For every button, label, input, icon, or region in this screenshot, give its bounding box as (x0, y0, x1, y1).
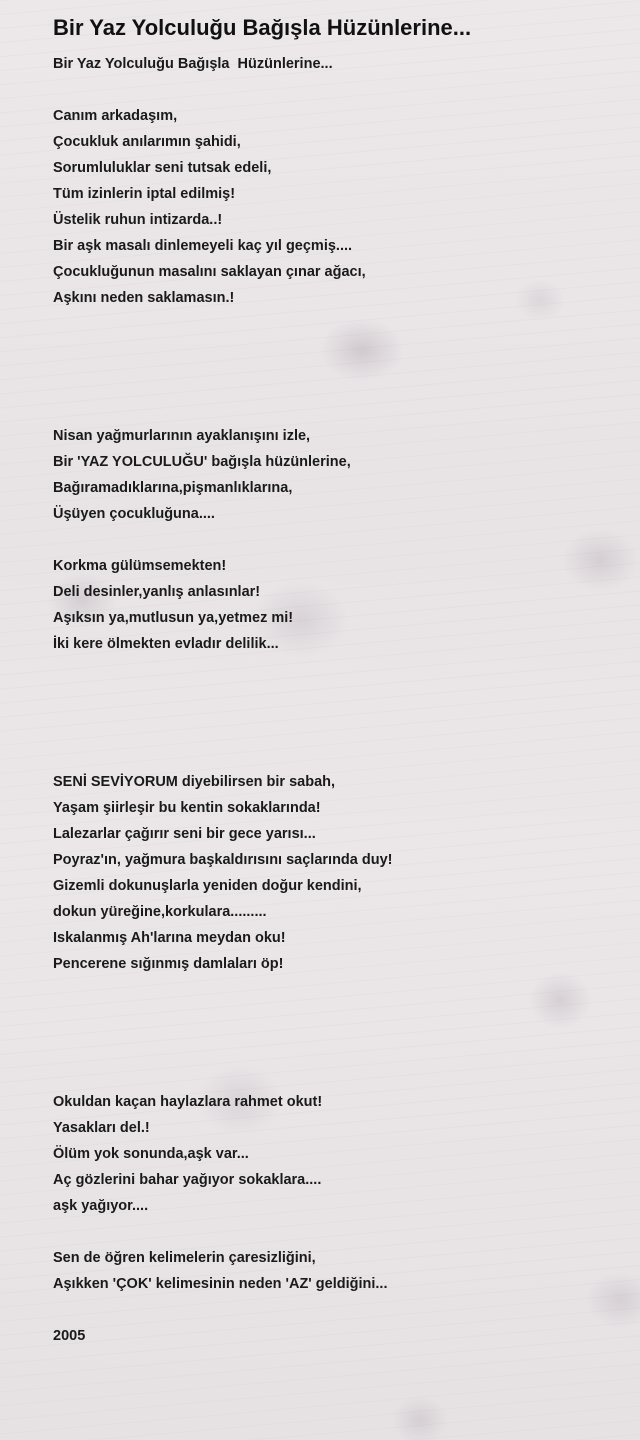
poem-line: Sorumluluklar seni tutsak edeli, (53, 160, 272, 176)
stanza-1 (53, 103, 623, 311)
poem-line: Ölüm yok sonunda,aşk var... (53, 1146, 249, 1162)
poem-line: Pencerene sığınmış damlaları öp! (53, 956, 284, 972)
poem-date: 2005 (53, 1328, 86, 1344)
section-spacer (53, 977, 623, 1089)
page-title: Bir Yaz Yolculuğu Bağışla Hüzünlerine... (53, 15, 472, 40)
poem-line: Çocukluk anılarımın şahidi, (53, 134, 241, 150)
stanza-5 (53, 1089, 623, 1219)
poem-line: Bir 'YAZ YOLCULUĞU' bağışla hüzünlerine, (53, 454, 351, 470)
poem-line: Tüm izinlerin iptal edilmiş! (53, 186, 236, 202)
poem-line: Üşüyen çocukluğuna.... (53, 506, 215, 522)
poem-line: Poyraz'ın, yağmura başkaldırısını saçlarında duy! (53, 852, 393, 868)
poem-line: Çocukluğunun masalını saklayan çınar ağacı, (53, 264, 366, 280)
section-spacer (53, 311, 623, 423)
stanza-3 (53, 553, 623, 657)
poem-line: Iskalanmış Ah'larına meydan oku! (53, 930, 286, 946)
poem-line: Aç gözlerini bahar yağıyor sokaklara.... (53, 1172, 322, 1188)
stanza-spacer (53, 1297, 623, 1323)
poem-subtitle: Bir Yaz Yolculuğu Bağışla Hüzünlerine... (53, 56, 333, 72)
poem-line: Yasakları del.! (53, 1120, 150, 1136)
stanza-6 (53, 1245, 623, 1297)
poem-line: Gizemli dokunuşlarla yeniden doğur kendini, (53, 878, 362, 894)
poem-line: Lalezarlar çağırır seni bir gece yarısı... (53, 826, 316, 842)
poem-line: Korkma gülümsemekten! (53, 558, 227, 574)
section-spacer (53, 657, 623, 769)
poem-line: dokun yüreğine,korkulara......... (53, 904, 267, 920)
stanza-spacer (53, 77, 623, 103)
poem-line: İki kere ölmekten evladır delilik... (53, 636, 279, 652)
poem-line: Aşıkken 'ÇOK' kelimesinin neden 'AZ' geldiğini... (53, 1276, 388, 1292)
poem-body (53, 51, 623, 1349)
stanza-spacer (53, 527, 623, 553)
poem-line: Yaşam şiirleşir bu kentin sokaklarında! (53, 800, 321, 816)
stanza-spacer (53, 1219, 623, 1245)
poem-line: Sen de öğren kelimelerin çaresizliğini, (53, 1250, 316, 1266)
poem-line: Canım arkadaşım, (53, 108, 178, 124)
poem-line: Üstelik ruhun intizarda..! (53, 212, 223, 228)
stanza-4 (53, 769, 623, 977)
poem-line: Aşıksın ya,mutlusun ya,yetmez mi! (53, 610, 294, 626)
stanza-2 (53, 423, 623, 527)
poem-line: aşk yağıyor.... (53, 1198, 149, 1214)
poem-line: Bağıramadıklarına,pişmanlıklarına, (53, 480, 293, 496)
poem-line: Bir aşk masalı dinlemeyeli kaç yıl geçmiş.... (53, 238, 353, 254)
poem-line: SENİ SEVİYORUM diyebilirsen bir sabah, (53, 774, 336, 790)
poem-line: Aşkını neden saklamasın.! (53, 290, 235, 306)
poem-line: Nisan yağmurlarının ayaklanışını izle, (53, 428, 311, 444)
poem-line: Deli desinler,yanlış anlasınlar! (53, 584, 261, 600)
poem-line: Okuldan kaçan haylazlara rahmet okut! (53, 1094, 323, 1110)
